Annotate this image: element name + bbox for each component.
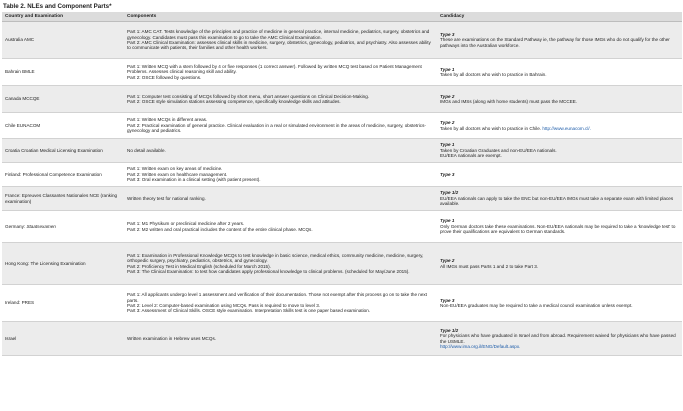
component-line: No detail available.	[127, 147, 166, 153]
component-line: Part 1: Examination in Professional Knowledge MCQs to test knowledge in basic science, medical ethics, community medicine, medicine, surgery, orthopedic surgery, psychiatry, pediatrics, obstetrics, and gynecology.	[127, 252, 424, 264]
components-cell	[124, 59, 437, 86]
country-cell: Israel	[2, 322, 124, 356]
component-line: Part 2: OSCE style simulation stations assessing competence, specifically knowledge skills and attitudes.	[127, 99, 341, 104]
eunacom-link[interactable]: http://www.eunacom.cl/.	[542, 125, 591, 131]
component-line: Part 1: Written MCQ with a stem followed by 4 or five responses (1 correct answer). Followed by written MCQ test based on Patient Management Problems. Assesses clinical reasoning skill and ability.	[127, 63, 422, 75]
nle-table	[2, 12, 682, 356]
component-line: Part 1: All applicants undergo level 1 assessment and verification of their documentation. Those not exempt after this process go on to take the next parts.	[127, 292, 427, 303]
country-cell: France: Epreuves Classantes Nationales NCE (ranking examination)	[2, 187, 124, 211]
type-label: Type 1	[440, 218, 455, 224]
table-row	[2, 243, 682, 285]
component-line: Part 2: OSCE followed by questions.	[127, 74, 202, 80]
table-caption: Table 2. NLEs and Component Parts*	[3, 3, 112, 10]
type-label: Type 1/2	[440, 190, 459, 196]
candidacy-cell	[437, 322, 682, 356]
component-line: Part 2: Proficiency Test in Medical English (scheduled for March 2015).	[127, 263, 271, 269]
components-cell	[124, 86, 437, 113]
candidacy-cell	[437, 139, 682, 163]
component-line: Written theory test for national ranking.	[127, 195, 206, 201]
country-name: Germany:	[5, 223, 26, 229]
candidacy-text: Only German doctors take these examinations. Non-EU/EEA nationals may be required to take a 'knowledge test' to prove their qualifications are equivalent to German standards.	[440, 223, 676, 235]
candidacy-text: IMGs and IMSs (along with home students) must pass the MCCEE.	[440, 99, 578, 104]
type-label: Type 2	[440, 258, 455, 264]
candidacy-text: All IMGs must pass Parts 1 and 2 to take Part 3.	[440, 263, 539, 269]
components-cell	[124, 243, 437, 285]
type-label: Type 3	[440, 297, 455, 303]
type-label: Type 3	[440, 31, 455, 37]
components-cell	[124, 163, 437, 187]
table-row	[2, 163, 682, 187]
column-header-candidacy: Candidacy	[437, 12, 682, 22]
components-cell	[124, 187, 437, 211]
component-line: Part 2: Level 2: Computer-based examination using MCQs. Pass is required to move to level 3.	[127, 303, 321, 308]
country-cell: Hong Kong: The Licensing Examination	[2, 243, 124, 285]
table-row	[2, 22, 682, 59]
candidacy-cell	[437, 243, 682, 285]
table-row	[2, 59, 682, 86]
type-label: Type 2	[440, 120, 455, 126]
candidacy-text: These are examinations on the Standard Pathway ie, the pathway for those IMGs who do not qualify for the other pathways into the Australian workforce.	[440, 37, 670, 48]
country-cell	[2, 211, 124, 243]
candidacy-cell	[437, 285, 682, 322]
components-cell	[124, 139, 437, 163]
type-label: Type 1	[440, 142, 455, 148]
components-cell	[124, 285, 437, 322]
country-cell: Bahrain BMLE	[2, 59, 124, 86]
component-line: Part 3: Assessment of Clinical Skills. OSCE style examination. Interpretation Skills test is one paper based examination.	[127, 308, 371, 314]
type-label: Type 1/2	[440, 327, 459, 333]
component-line: Part 1: AMC CAT. Tests knowledge of the principles and practice of medicine in general practice, internal medicine, pediatrics, surgery, obstetrics and gynecology. Candidates must pass this examination to go to take the AMC Clinical Examination.	[127, 29, 430, 40]
components-cell	[124, 211, 437, 243]
table-row	[2, 285, 682, 322]
candidacy-text: Taken by Croatian Graduates and non-EU/EEA nationals.	[440, 147, 557, 153]
components-cell	[124, 113, 437, 139]
ima-link[interactable]: http://www.ima.org.il/ENG/Default.aspx.	[440, 343, 521, 349]
component-line: Part 2: AMC Clinical Examination: assesses clinical skills in medicine, surgery, obstetrics, gynecology, pediatrics, and psychiatry. Also assesses ability to communicate with patients, their families and other health workers.	[127, 40, 431, 51]
component-line: Part 2: Practical examination of general practice. Clinical evaluation in a real or simulated environment in the areas of medicine, surgery, obstetrics- gynecology and pediatrics.	[127, 122, 426, 134]
table-row	[2, 113, 682, 139]
candidacy-text: EU/EEA nationals are exempt.	[440, 153, 502, 159]
candidacy-text: Taken by all doctors who wish to practice in Bahrain.	[440, 72, 547, 77]
candidacy-text: Taken by all doctors who wish to practice in Chile.	[440, 125, 542, 131]
type-label: Type 3	[440, 171, 455, 177]
candidacy-text: For physicians who have graduated in Israel and from abroad. Requirement waived for physicians who have passed the USMLE.	[440, 333, 676, 344]
candidacy-cell	[437, 59, 682, 86]
component-line: Part 1: Written MCQs in different areas.	[127, 117, 208, 123]
country-cell: Canada MCCQE	[2, 86, 124, 113]
table-row	[2, 187, 682, 211]
header-row	[2, 12, 682, 22]
candidacy-cell	[437, 113, 682, 139]
components-cell	[124, 22, 437, 59]
country-name-italic: Staatsexamen	[26, 223, 56, 229]
candidacy-text: EU/EEA nationals can apply to take the ENC but non-EU/EEA IMGs must take a separate exam with limited places available.	[440, 195, 674, 207]
candidacy-cell	[437, 86, 682, 113]
country-cell: Croatia Croatian Medical Licensing Examination	[2, 139, 124, 163]
candidacy-text: Non-EU/EEA graduates may be required to take a medical council examination unless exempt.	[440, 303, 633, 308]
component-line: Part 3: Oral examination in a clinical setting (with patient present).	[127, 177, 261, 183]
type-label: Type 2	[440, 93, 455, 99]
candidacy-cell	[437, 22, 682, 59]
component-line: Part 1: Written exam on key areas of medicine.	[127, 166, 223, 172]
candidacy-cell	[437, 187, 682, 211]
column-header-country: Country and Examination	[2, 12, 124, 22]
candidacy-cell	[437, 163, 682, 187]
country-cell: Australia AMC	[2, 22, 124, 59]
table-row	[2, 86, 682, 113]
component-line: Part 2: M2 written and oral practical includes the content of the entire clinical phase. MCQs.	[127, 226, 313, 232]
component-line: Part 1: Computer test consisting of MCQs followed by short menu, short answer questions on Clinical Decision-Making.	[127, 93, 370, 99]
country-cell: Finland: Professional Competence Examination	[2, 163, 124, 187]
candidacy-cell	[437, 211, 682, 243]
component-line: Part 1: M1 Physikum or preclinical medicine after 2 years.	[127, 221, 245, 227]
country-cell: Ireland: PRES	[2, 285, 124, 322]
component-line: Part 3: The Clinical Examination: to test how candidates apply professional knowledge to clinical problems. (scheduled for May/June 2015).	[127, 268, 410, 274]
component-line: Part 2: Written exam on healthcare management.	[127, 171, 228, 177]
components-cell	[124, 322, 437, 356]
country-cell: Chile EUNACOM	[2, 113, 124, 139]
component-line: Written examination in Hebrew uses MCQs.	[127, 335, 217, 341]
type-label: Type 1	[440, 66, 455, 72]
table-row	[2, 139, 682, 163]
table-row	[2, 211, 682, 243]
table-row	[2, 322, 682, 356]
column-header-components: Components	[124, 12, 437, 22]
